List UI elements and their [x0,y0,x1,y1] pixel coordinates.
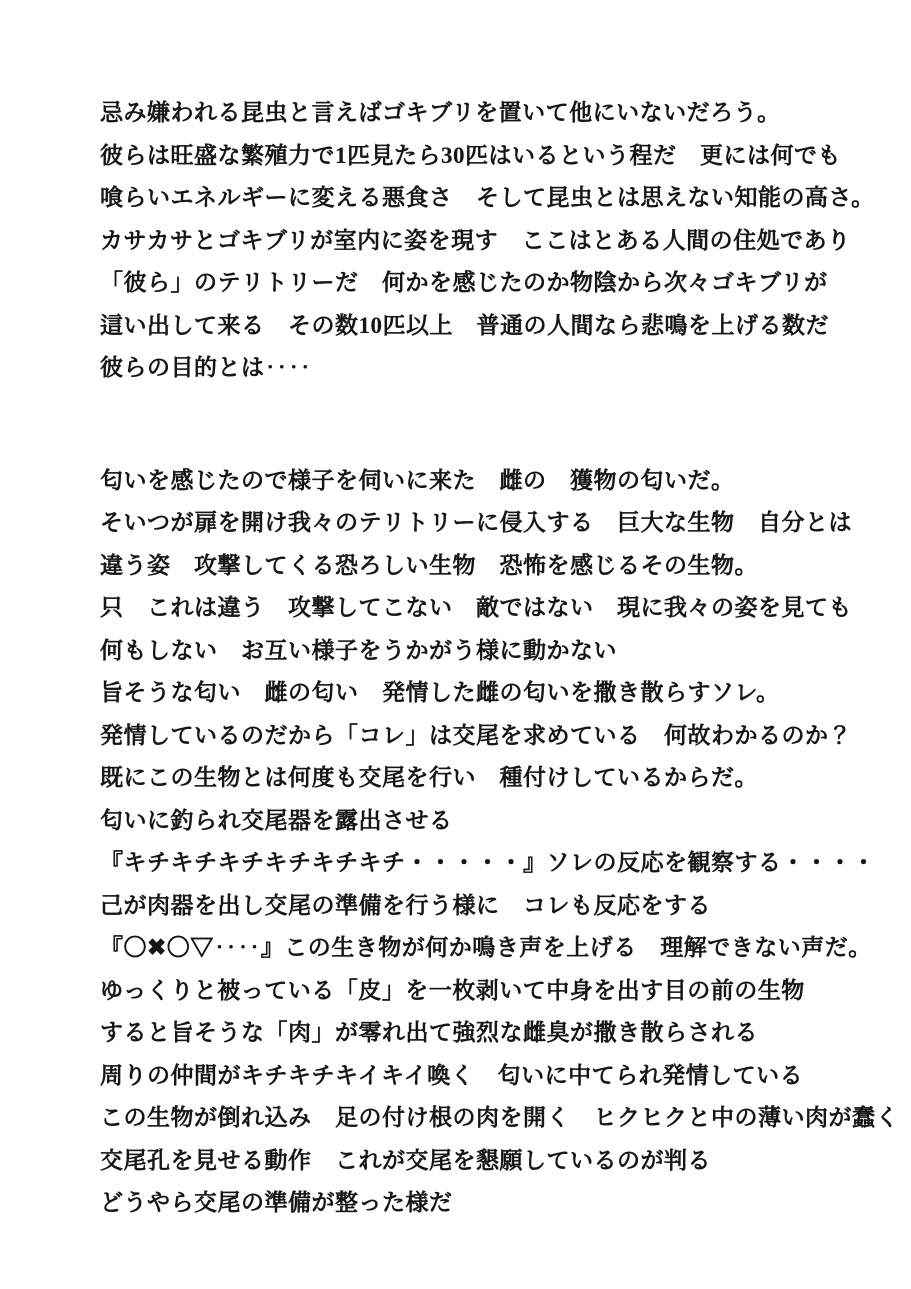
text-line: そいつが扉を開け我々のテリトリーに侵入する 巨大な生物 自分とは [100,510,852,535]
paragraph-story [100,460,899,1225]
text-line: 己が肉器を出し交尾の準備を行う様に コレも反応をする [100,892,711,918]
text-line: 既にこの生物とは何度も交尾を行い 種付けしているからだ。 [100,765,758,790]
text-line: 匂いに釣られ交尾器を露出させる [100,807,453,833]
text-line: 何もしない お互い様子をうかがう様に動かない [100,637,617,663]
text-line: ゆっくりと被っている「皮」を一枚剥いて中身を出す目の前の生物 [100,977,805,1003]
paragraph-intro [100,92,891,390]
text-line: 発情しているのだから「コレ」は交尾を求めている 何故わかるのか？ [100,722,852,748]
text-line: 喰らいエネルギーに変える悪食さ そして昆虫とは思えない知能の高さ。 [100,185,875,210]
text-line: 忌み嫌われる昆虫と言えばゴキブリを置いて他にいないだろう。 [100,100,781,125]
text-line: 彼らの目的とは‥‥ [100,355,312,380]
text-line: 「彼ら」のテリトリーだ 何かを感じたのか物陰から次々ゴキブリが [100,270,828,295]
text-line: この生物が倒れ込み 足の付け根の肉を開く ヒクヒクと中の薄い肉が蠢く [100,1105,899,1130]
text-line: 『〇✖〇▽‥‥』この生き物が何か鳴き声を上げる 理解できない声だ。 [100,935,872,960]
text-line: 交尾孔を見せる動作 これが交尾を懇願しているのが判る [100,1147,711,1173]
text-line: カサカサとゴキブリが室内に姿を現す ここはとある人間の住処であり [100,227,851,253]
text-line: 這い出して来る その数10匹以上 普通の人間なら悲鳴を上げる数だ [100,312,829,338]
text-line: どうやら交尾の準備が整った様だ [100,1190,453,1215]
text-line: 『キチキチキチキチキチキチ・・・・・』ソレの反応を観察する・・・・ [100,850,876,875]
text-line: すると旨そうな「肉」が零れ出て強烈な雌臭が撒き散らされる [100,1020,758,1045]
text-line: 彼らは旺盛な繁殖力で1匹見たら30匹はいるという程だ 更には何でも [100,142,841,168]
text-line: 旨そうな匂い 雌の匂い 発情した雌の匂いを撒き散らすソレ。 [100,680,780,705]
text-line: 違う姿 攻撃してくる恐ろしい生物 恐怖を感じるその生物。 [100,552,758,578]
text-line: 只 これは違う 攻撃してこない 敵ではない 現に我々の姿を見ても [100,595,852,620]
text-line: 周りの仲間がキチキチキイキイ喚く 匂いに中てられ発情している [100,1062,804,1088]
text-line: 匂いを感じたので様子を伺いに来た 雌の 獲物の匂いだ。 [100,467,735,493]
